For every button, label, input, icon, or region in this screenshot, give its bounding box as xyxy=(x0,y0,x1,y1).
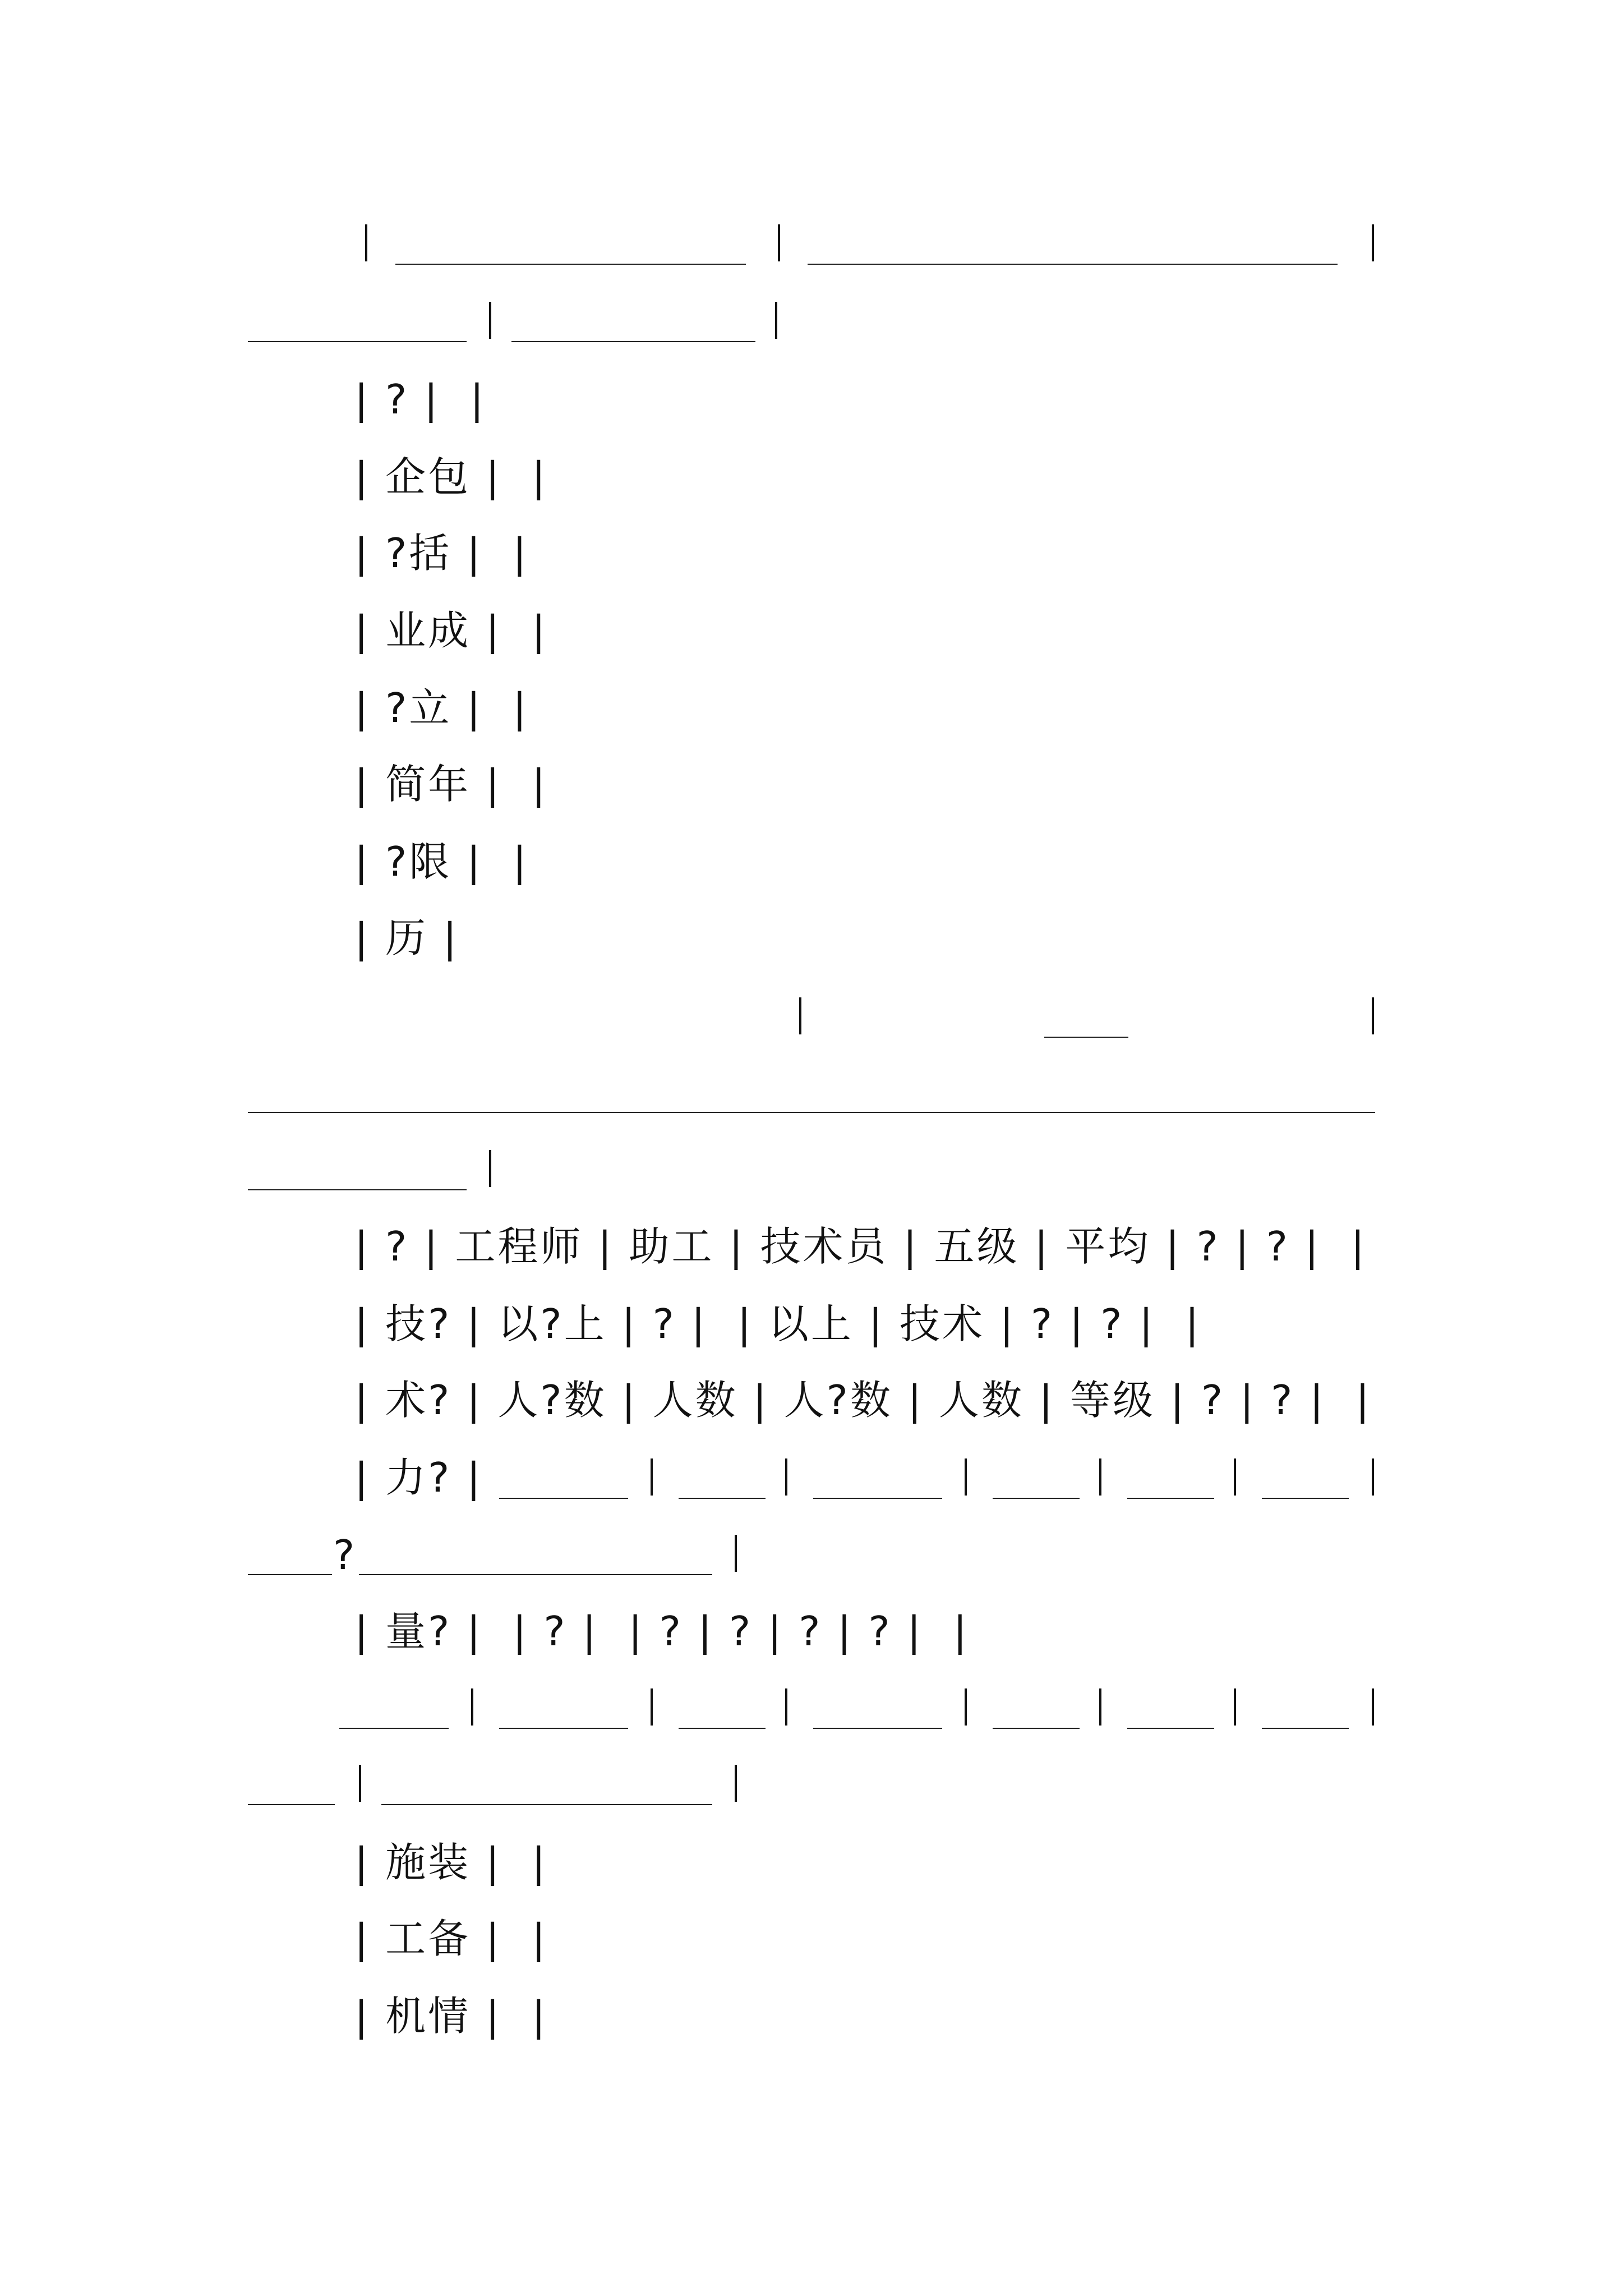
table-border xyxy=(359,1765,361,1802)
table-border xyxy=(1372,224,1374,261)
blank-line xyxy=(248,1804,335,1805)
blank-line xyxy=(1044,1037,1128,1038)
table-border xyxy=(1099,1688,1101,1726)
table-border xyxy=(735,1765,737,1802)
table-row: | 力? | xyxy=(354,1454,483,1501)
blank-line xyxy=(248,1574,332,1575)
form-row: | ? | | xyxy=(354,376,486,423)
table-border xyxy=(651,1458,653,1496)
table-row: | 术? | 人?数 | 人数 | 人?数 | 人数 | 等级 | ? | ? | | xyxy=(354,1377,1372,1424)
blank-line xyxy=(993,1728,1080,1729)
blank-line xyxy=(511,341,755,342)
form-row: | 工备 | | xyxy=(354,1915,548,1962)
blank-line xyxy=(248,341,467,342)
blank-line xyxy=(248,1112,1375,1113)
table-border xyxy=(785,1458,787,1496)
blank-line xyxy=(395,264,746,265)
table-border xyxy=(965,1458,967,1496)
form-row: | 施装 | | xyxy=(354,1839,548,1886)
table-border xyxy=(489,302,491,339)
table-border xyxy=(471,1688,473,1726)
table-border xyxy=(1372,997,1374,1034)
table-border xyxy=(778,224,780,261)
form-row: | ?立 | | xyxy=(354,684,529,731)
blank-line xyxy=(359,1574,712,1575)
blank-line xyxy=(499,1728,628,1729)
table-border xyxy=(1234,1688,1236,1726)
form-row: | ?括 | | xyxy=(354,530,529,577)
blank-line xyxy=(679,1728,766,1729)
blank-line xyxy=(813,1498,942,1499)
table-border xyxy=(965,1688,967,1726)
form-row: | 业成 | | xyxy=(354,607,548,654)
table-border xyxy=(365,224,367,261)
form-row: | 历 | xyxy=(354,914,459,961)
blank-line xyxy=(1127,1498,1214,1499)
blank-line xyxy=(1127,1728,1214,1729)
table-border xyxy=(1372,1688,1374,1726)
table-border xyxy=(785,1688,787,1726)
blank-line xyxy=(1262,1498,1349,1499)
blank-line xyxy=(381,1804,712,1805)
table-border xyxy=(1099,1458,1101,1496)
table-border xyxy=(775,302,777,339)
blank-line xyxy=(248,1189,467,1190)
form-row: | ?限 | | xyxy=(354,838,529,885)
table-border xyxy=(489,1150,491,1187)
form-row: | 简年 | | xyxy=(354,761,548,808)
question-mark: ? xyxy=(333,1531,357,1579)
blank-line xyxy=(808,264,1338,265)
blank-line xyxy=(1262,1728,1349,1729)
table-border xyxy=(799,997,801,1034)
table-border xyxy=(651,1688,653,1726)
blank-line xyxy=(993,1498,1080,1499)
form-row: | 机情 | | xyxy=(354,1993,548,2040)
table-row: | 技? | 以?上 | ? | | 以上 | 技术 | ? | ? | | xyxy=(354,1300,1201,1347)
table-row: | ? | 工程师 | 助工 | 技术员 | 五级 | 平均 | ? | ? | | xyxy=(354,1223,1367,1270)
form-row: | 企包 | | xyxy=(354,453,548,500)
table-row: | 量? | | ? | | ? | ? | ? | ? | | xyxy=(354,1608,969,1655)
blank-line xyxy=(679,1498,766,1499)
blank-line xyxy=(813,1728,942,1729)
blank-line xyxy=(339,1728,449,1729)
table-border xyxy=(1234,1458,1236,1496)
table-border xyxy=(735,1535,737,1572)
blank-line xyxy=(499,1498,628,1499)
table-border xyxy=(1372,1458,1374,1496)
